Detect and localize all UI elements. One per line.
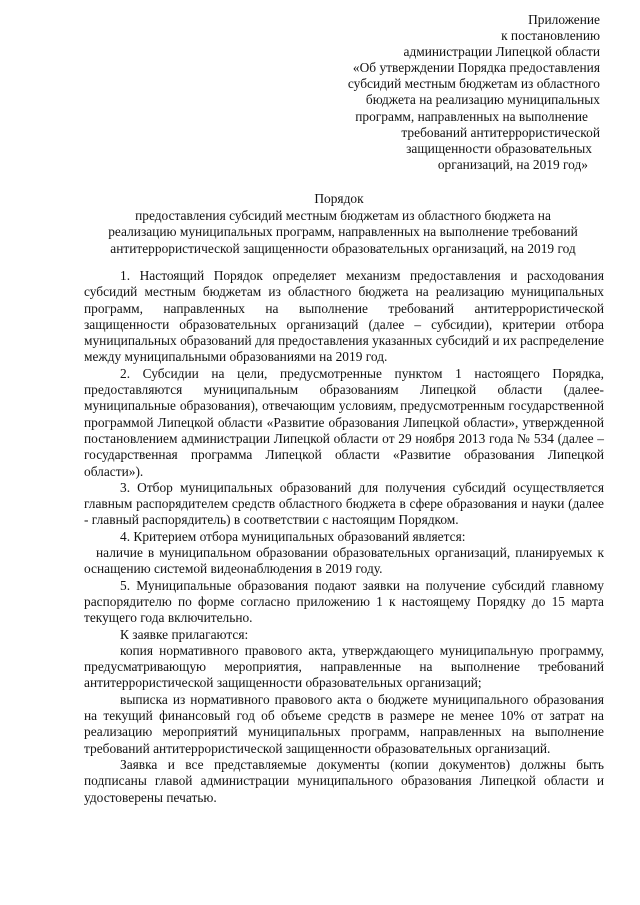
title-line: реализацию муниципальных программ, направленных на выполнение требований [108,224,578,239]
appendix-line: программ, направленных на выполнение [355,108,588,124]
paragraph-2: 2. Субсидии на цели, предусмотренные пунктом 1 настоящего Порядка, предоставляются муниципальным образованиям Липецкой области (далее-муниципальные образования), отвечающим условиям, предусмотренным государственной программой Липецкой области «Развитие образования Липецкой области», утвержденной постановлением администрации Липецкой области от 29 ноября 2013 года № 534 (далее – государственная программа Липецкой области «Развитие образования Липецкой области»). [84,365,604,479]
appendix-line: требований антитеррористической [401,124,600,140]
title-line: предоставления субсидий местным бюджетам из областного бюджета на [135,207,551,223]
paragraph-4: 4. Критерием отбора муниципальных образований является: [120,528,466,544]
paragraph-3: 3. Отбор муниципальных образований для получения субсидий осуществляется главным распорядителем средств областного бюджета в сфере образования и науки (далее - главный распорядитель) в соответствии с настоящим Порядком. [84,479,604,528]
appendix-line: защищенности образовательных [406,140,592,156]
paragraph-5: 5. Муниципальные образования подают заявки на получение субсидий главному распорядителю по форме согласно приложению 1 к настоящему Порядку до 15 марта текущего года включительно. [84,577,604,626]
attachment-item-2: выписка из нормативного правового акта о бюджете муниципального образования на текущий финансовый год об объеме средств в размере не менее 10% от затрат на реализацию мероприятий муниципальных программ, направленных на выполнение требований антитеррористической защищенности образовательных организаций. [84,691,604,756]
document-body [84,268,604,806]
appendix-header [300,12,600,173]
appendix-line: организаций, на 2019 год» [437,156,588,172]
appendix-line: к постановлению [501,28,600,44]
appendix-line: администрации Липецкой области [403,44,600,60]
document-title [78,191,608,257]
appendix-line: субсидий местным бюджетам из областного [347,76,600,92]
attachment-item-1: копия нормативного правового акта, утверждающего муниципальную программу, предусматривающую мероприятия, направленные на выполнение требований антитеррористической защищенности образовательных организаций; [84,642,604,691]
appendix-line: «Об утверждении Порядка предоставления [352,60,600,76]
title-heading: Порядок [314,191,364,206]
appendix-line: Приложение [528,12,600,27]
paragraph-1: 1. Настоящий Порядок определяет механизм предоставления и расходования субсидий местным бюджетам из областного бюджета на реализацию муниципальных программ, направленных на выполнение требований антитеррористической защищенности образовательных организаций (далее – субсидии), критерии отбора муниципальных образований для предоставления указанных субсидий и их распределение между муниципальными образованиями на 2019 год. [84,268,604,365]
paragraph-4-criterion: наличие в муниципальном образовании образовательных организаций, планируемых к оснащению системой видеонаблюдения в 2019 году. [84,545,604,577]
attachments-intro: К заявке прилагаются: [120,626,249,642]
appendix-line: бюджета на реализацию муниципальных [365,92,600,108]
title-line: антитеррористической защищенности образовательных организаций, на 2019 год [110,240,576,256]
closing-paragraph: Заявка и все представляемые документы (копии документов) должны быть подписаны главой администрации муниципального образования Липецкой области и удостоверены печатью. [84,756,604,805]
